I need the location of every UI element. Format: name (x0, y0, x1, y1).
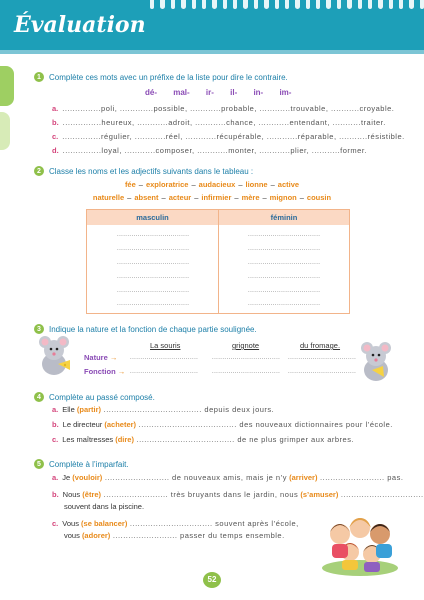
side-tab (0, 66, 14, 106)
answer-line[interactable]: ................................. (212, 355, 281, 361)
mouse-illustration (356, 340, 396, 384)
answer-line[interactable]: ................................. (130, 355, 199, 361)
classification-table (86, 209, 350, 314)
exercise-5-row-b: b. Nous (être) ......................... très bruyants dans le jardin, nous (s’amuser) ................................ (52, 490, 424, 499)
exercise-number: 4 (34, 392, 44, 402)
answer-line[interactable]: ................................... (248, 301, 321, 307)
exercise-4-row-a: a. Elle (partir) ...................................... depuis deux jours. (52, 405, 275, 414)
answer-line[interactable]: ................................... (248, 232, 321, 238)
answer-line[interactable]: ................................... (248, 274, 321, 280)
exercise-number: 2 (34, 166, 44, 176)
instruction-text: Complète ces mots avec un préfixe de la liste pour dire le contraire. (49, 72, 288, 82)
page-number: 52 (203, 572, 221, 588)
word-list-line-2: naturelle – absent – acteur – infirmier – mère – mignon – cousin (92, 193, 332, 202)
answer-line[interactable]: ................................... (117, 274, 190, 280)
column-header-feminin: féminin (218, 210, 349, 225)
exercise-number: 3 (34, 324, 44, 334)
answer-line[interactable]: ................................. (130, 369, 199, 375)
answer-line[interactable]: ................................. (288, 369, 357, 375)
exercise-1-instruction (34, 72, 288, 82)
page-title: Évaluation (14, 12, 146, 38)
sentence-part-3: du fromage. (300, 341, 341, 350)
side-tab (0, 112, 10, 150)
exercise-1-row-c: c. ...............régulier, ............réel, ............récupérable, ............réparable, ...........résistible. (52, 132, 405, 141)
exercise-3-instruction (34, 324, 257, 334)
header-accent (0, 50, 424, 54)
exercise-1-row-b: b. ...............heureux, ............adroit, ............chance, ............entendant, ...........traiter. (52, 118, 386, 127)
exercise-4-row-c: c. Les maîtresses (dire) ...................................... de ne plus grimper aux arbres. (52, 435, 355, 444)
answer-line[interactable]: ................................. (288, 355, 357, 361)
answer-line[interactable]: ................................. (212, 369, 281, 375)
column-header-masculin: masculin (87, 210, 218, 225)
mouse-illustration (36, 334, 76, 378)
instruction-text: Indique la nature et la fonction de chaque partie soulignée. (49, 324, 257, 334)
answer-line[interactable]: ................................... (117, 246, 190, 252)
answer-line[interactable]: ................................... (248, 246, 321, 252)
exercise-5-row-b-continued: souvent dans la piscine. (64, 502, 145, 511)
answer-line[interactable]: ................................... (117, 232, 190, 238)
nature-label: Nature → (84, 353, 118, 362)
exercise-4-row-b: b. Le directeur (acheter) ...................................... des nouveaux dictionnaires pour l’école. (52, 420, 393, 429)
exercise-5-row-c: c. Vous (se balancer) ................................ souvent après l’école, (52, 519, 299, 528)
exercise-5-instruction (34, 459, 129, 469)
prefix-list: dé- mal- ir- il- in- im- (145, 88, 292, 97)
instruction-text: Classe les noms et les adjectifs suivants dans le tableau : (49, 166, 254, 176)
exercise-1-row-a: a. ...............poli, .............possible, ............probable, ............trouvable, ...........croyable. (52, 104, 395, 113)
exercise-5-row-c-continued: vous (adorer) ......................... passer du temps ensemble. (64, 531, 285, 540)
exercise-2-instruction (34, 166, 253, 176)
answer-line[interactable]: ................................... (117, 301, 190, 307)
instruction-text: Complète au passé composé. (49, 392, 155, 402)
exercise-number: 5 (34, 459, 44, 469)
exercise-number: 1 (34, 72, 44, 82)
sentence-part-1: La souris (150, 341, 181, 350)
answer-line[interactable]: ................................... (248, 288, 321, 294)
page-header (0, 0, 424, 50)
column-divider (218, 225, 219, 313)
word-list-line-1: fée – exploratrice – audacieux – lionne – active (124, 180, 300, 189)
fonction-label: Fonction → (84, 367, 126, 376)
children-illustration (320, 510, 400, 576)
instruction-text: Complète à l’imparfait. (49, 459, 129, 469)
spiral-binding (150, 0, 424, 10)
answer-line[interactable]: ................................... (117, 260, 190, 266)
exercise-1-row-d: d. ...............loyal, ............composer, ............monter, ............plier, ...........former. (52, 146, 367, 155)
sentence-part-2: grignote (232, 341, 260, 350)
exercise-4-instruction (34, 392, 155, 402)
exercise-5-row-a: a. Je (vouloir) ......................... de nouveaux amis, mais je n’y (arriver) ......................... pas. (52, 473, 404, 482)
answer-line[interactable]: ................................... (248, 260, 321, 266)
answer-line[interactable]: ................................... (117, 288, 190, 294)
